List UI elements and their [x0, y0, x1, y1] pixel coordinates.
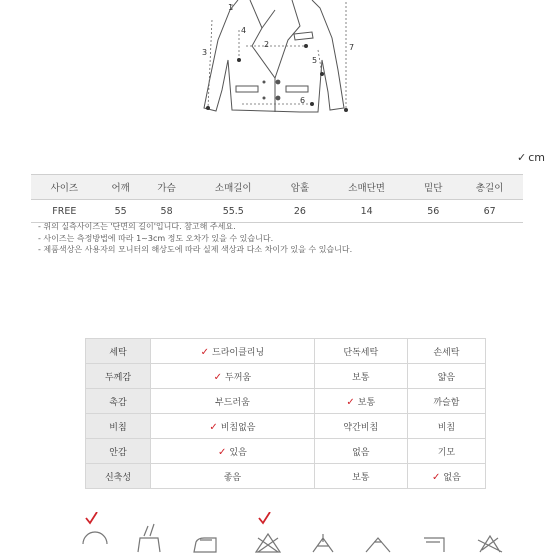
column-header: 총길이: [456, 175, 523, 200]
option-label: 기모: [437, 447, 456, 458]
property-option: [407, 389, 485, 414]
size-notes: [38, 221, 352, 256]
no-bleach-icon: [256, 512, 280, 552]
property-label: 안감: [86, 439, 151, 464]
fabric-property-table: [85, 338, 486, 489]
option-label: 보통: [352, 472, 370, 483]
property-option: [314, 464, 407, 489]
measure-label-6: 6: [300, 96, 306, 105]
option-label: 비침없음: [220, 422, 256, 433]
option-label: 까슬함: [433, 397, 460, 408]
hang-dry-icon: [366, 538, 390, 552]
hand-wash-icon: [138, 524, 160, 552]
size-table: [31, 174, 523, 223]
table-cell: FREE: [31, 200, 98, 223]
table-row: [31, 200, 523, 223]
column-header: 소매길이: [190, 175, 277, 200]
property-option: [314, 389, 407, 414]
option-label: 보통: [357, 397, 376, 408]
property-row: [86, 339, 486, 364]
option-label: 드라이클리닝: [212, 347, 265, 358]
property-option: [314, 439, 407, 464]
option-label: 비침: [437, 422, 456, 433]
option-label: 보통: [352, 372, 370, 383]
property-row: [86, 414, 486, 439]
column-header: 소매단면: [323, 175, 410, 200]
size-table-header: [31, 175, 523, 200]
property-option: [314, 414, 407, 439]
property-option: [151, 464, 315, 489]
measure-label-3: 3: [202, 48, 208, 57]
care-icons: [0, 512, 553, 553]
property-option: [314, 339, 407, 364]
option-label: 있음: [229, 447, 247, 458]
column-header: 어깨: [98, 175, 144, 200]
option-label: 손세탁: [433, 347, 460, 358]
table-cell: 58: [144, 200, 190, 223]
column-header: 가슴: [144, 175, 190, 200]
property-option: [151, 414, 315, 439]
option-label: 두꺼움: [225, 372, 252, 383]
property-option: [151, 389, 315, 414]
option-label: 약간비침: [343, 422, 379, 433]
option-label: 얇음: [437, 372, 456, 383]
option-label: 단독세탁: [343, 347, 379, 358]
dry-flat-icon: [313, 534, 333, 552]
check-icon: ✓: [209, 421, 218, 433]
column-header: 사이즈: [31, 175, 98, 200]
table-cell: 14: [323, 200, 410, 223]
check-icon: [86, 512, 97, 523]
property-row: [86, 439, 486, 464]
jacket-illustration: [0, 0, 553, 130]
property-row: [86, 464, 486, 489]
measure-label-4: 4: [241, 26, 247, 35]
check-icon: ✓: [213, 371, 223, 383]
property-label: 신축성: [86, 464, 151, 489]
no-tumble-dry-icon: [478, 536, 502, 552]
property-option: [407, 339, 485, 364]
iron-icon: [194, 538, 216, 552]
property-label: 비침: [86, 414, 151, 439]
measure-label-1: 1: [228, 3, 234, 12]
note-line: - 제품색상은 사용자의 모니터의 해상도에 따라 실제 색상과 다소 차이가 있을 수 있습니다.: [38, 245, 353, 254]
option-label: 없음: [352, 447, 370, 458]
table-cell: 55.5: [190, 200, 277, 223]
option-label: 좋음: [223, 472, 242, 483]
check-icon: ✓: [200, 346, 209, 358]
option-label: 없음: [443, 472, 461, 483]
table-cell: 56: [410, 200, 456, 223]
measure-label-2: 2: [264, 40, 270, 49]
measure-label-5: 5: [312, 56, 318, 65]
property-option: [407, 414, 485, 439]
care-icons-row: [0, 512, 553, 553]
table-cell: 55: [98, 200, 144, 223]
property-option: [151, 364, 315, 389]
property-option: [407, 464, 485, 489]
column-header: 암홀: [277, 175, 323, 200]
property-option: [151, 439, 315, 464]
check-icon: [259, 512, 270, 523]
check-icon: ✓: [346, 396, 355, 408]
check-icon: ✓: [517, 151, 527, 164]
machine-wash-icon: [424, 538, 444, 552]
property-row: [86, 364, 486, 389]
dry-clean-icon: [83, 512, 107, 544]
option-label: 부드러움: [215, 397, 250, 408]
property-label: 촉감: [86, 389, 151, 414]
column-header: 밑단: [410, 175, 456, 200]
table-cell: 26: [277, 200, 323, 223]
measure-label-7: 7: [349, 43, 355, 52]
property-label: 세탁: [86, 339, 151, 364]
table-cell: 67: [456, 200, 523, 223]
check-icon: ✓: [431, 471, 441, 483]
property-option: [151, 339, 315, 364]
jacket-measurement-diagram: [0, 0, 553, 130]
note-line: - 위의 실측사이즈는 '단면의 길이'입니다. 참고해 주세요.: [38, 222, 236, 231]
check-icon: ✓: [218, 446, 227, 458]
note-line: - 사이즈는 측정방법에 따라 1~3cm 정도 오차가 있을 수 있습니다.: [38, 233, 274, 243]
property-row: [86, 389, 486, 414]
unit-text: cm: [528, 151, 545, 164]
property-option: [407, 439, 485, 464]
property-option: [314, 364, 407, 389]
property-label: 두께감: [86, 364, 151, 389]
property-option: [407, 364, 485, 389]
unit-label: [517, 151, 545, 164]
